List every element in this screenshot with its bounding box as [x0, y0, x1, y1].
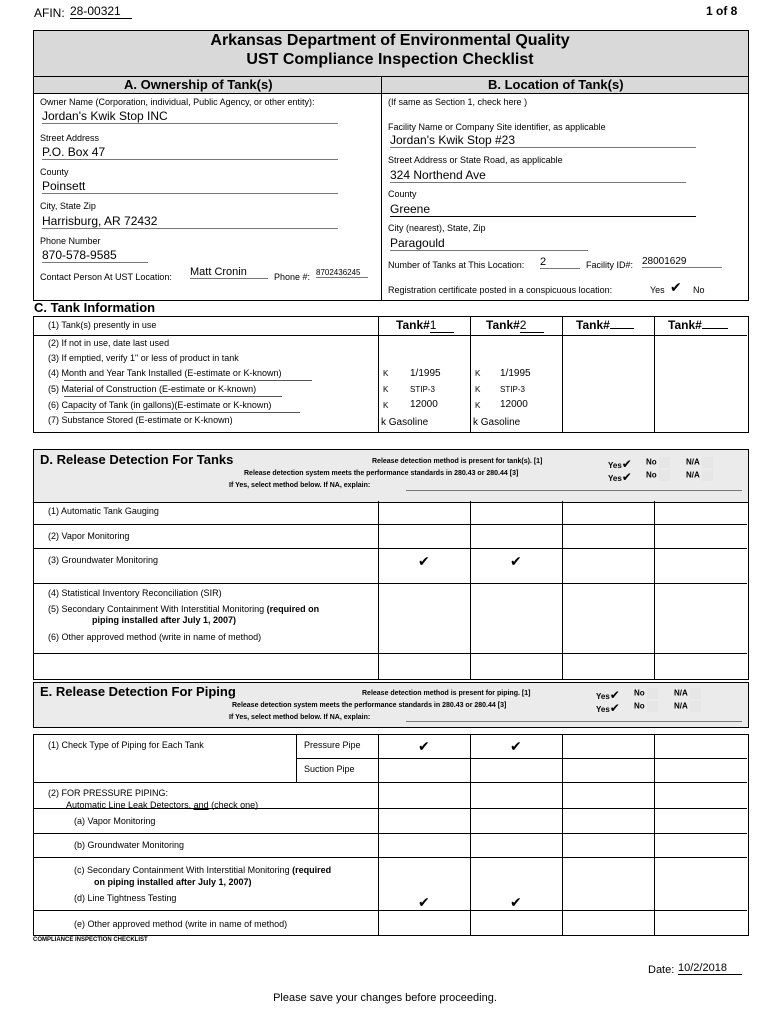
tank-header-1: Tank#1	[396, 318, 454, 333]
t1-capacity-k: K	[383, 401, 389, 410]
d-row-6: (6) Other approved method (write in name of method)	[48, 632, 262, 642]
t2-material[interactable]: STIP-3	[500, 385, 525, 394]
d-present-yes[interactable]: Yes✔	[608, 457, 632, 471]
pressure-pipe-label: Pressure Pipe	[304, 740, 361, 750]
t2-capacity[interactable]: 12000	[500, 399, 528, 410]
d-row-3: (3) Groundwater Monitoring	[48, 555, 159, 565]
d-row-1: (1) Automatic Tank Gauging	[48, 506, 159, 516]
county-field[interactable]: Poinsett	[42, 179, 338, 194]
d-row-5-cont: piping installed after July 1, 2007)	[92, 615, 237, 625]
c-row-4: (4) Month and Year Tank Installed (E-estimate or K-known)	[48, 368, 282, 378]
e-meets-na[interactable]: N/A	[674, 701, 701, 712]
afin-label: AFIN:	[34, 6, 65, 20]
section-b-heading: B. Location of Tank(s)	[488, 77, 624, 92]
d-row-2: (2) Vapor Monitoring	[48, 531, 130, 541]
same-note: (If same as Section 1, check here )	[388, 97, 528, 107]
e-present-yes[interactable]: Yes✔	[596, 688, 620, 702]
e-present-no[interactable]: No	[634, 688, 658, 699]
t2-capacity-k: K	[475, 401, 481, 410]
facility-id-label: Facility ID#:	[586, 260, 634, 270]
e-row-c-cont: on piping installed after July 1, 2007)	[94, 877, 252, 887]
d-present-na[interactable]: N/A	[686, 457, 713, 468]
save-notice: Please save your changes before proceeding.	[273, 992, 497, 1004]
e-pressure-tank2-check[interactable]: ✔	[510, 738, 522, 754]
d-meets-na[interactable]: N/A	[686, 470, 713, 481]
e-table	[33, 734, 749, 936]
c-row-3: (3) If emptied, verify 1" or less of product in tank	[48, 353, 239, 363]
c-row-5: (5) Material of Construction (E-estimate or K-known)	[48, 384, 257, 394]
d-meets-label: Release detection system meets the performance standards in 280.43 or 280.44 [3]	[244, 470, 519, 477]
owner-field[interactable]: Jordan's Kwik Stop INC	[42, 109, 338, 124]
cert-no-label: No	[693, 285, 705, 295]
t1-material[interactable]: STIP-3	[410, 385, 435, 394]
d-meets-yes[interactable]: Yes✔	[608, 470, 632, 484]
b-city-field[interactable]: Paragould	[390, 236, 588, 251]
facility-field[interactable]: Jordan's Kwik Stop #23	[390, 133, 696, 148]
tank-header-2: Tank#2	[486, 318, 544, 333]
date-field[interactable]: 10/2/2018	[678, 962, 742, 975]
d-ifyes-label: If Yes, select method below. If NA, explain:	[229, 482, 371, 489]
d-row3-tank2-check[interactable]: ✔	[510, 553, 522, 569]
contact-label: Contact Person At UST Location:	[40, 272, 172, 282]
e-row-b: (b) Groundwater Monitoring	[74, 840, 185, 850]
c-row-2: (2) If not in use, date last used	[48, 338, 170, 348]
tanks-count-field[interactable]: 2	[540, 256, 580, 269]
d-row3-tank1-check[interactable]: ✔	[418, 553, 430, 569]
city-field[interactable]: Harrisburg, AR 72432	[42, 214, 338, 229]
e-meets-no[interactable]: No	[634, 701, 658, 712]
d-present-no[interactable]: No	[646, 457, 670, 468]
checklist-footer-label: COMPLIANCE INSPECTION CHECKLIST	[33, 937, 148, 943]
e-pressure-tank1-check[interactable]: ✔	[418, 738, 430, 754]
e-meets-yes[interactable]: Yes✔	[596, 701, 620, 715]
b-street-label: Street Address or State Road, as applicable	[388, 155, 563, 165]
city-label: City, State Zip	[40, 201, 96, 211]
e-row-2-cont: Automatic Line Leak Detectors, and (check one)	[66, 800, 259, 810]
b-city-label: City (nearest), State, Zip	[388, 223, 486, 233]
phone-field[interactable]: 870-578-9585	[42, 248, 148, 263]
e-present-label: Release detection method is present for piping. [1]	[362, 690, 531, 697]
t1-capacity[interactable]: 12000	[410, 399, 438, 410]
form-title-line2: UST Compliance Inspection Checklist	[246, 51, 534, 68]
t1-installed[interactable]: 1/1995	[410, 368, 441, 379]
d-row-4: (4) Statistical Inventory Reconciliation (SIR)	[48, 588, 222, 598]
d-row-5: (5) Secondary Containment With Interstitial Monitoring (required on	[48, 604, 320, 614]
contact-field[interactable]: Matt Cronin	[190, 266, 268, 279]
t1-substance[interactable]: k Gasoline	[381, 417, 429, 428]
contact-phone-field[interactable]: 8702436245	[316, 268, 368, 278]
phone-label: Phone Number	[40, 236, 101, 246]
e-row-e: (e) Other approved method (write in name of method)	[74, 919, 288, 929]
page-indicator: 1 of 8	[706, 4, 738, 18]
street-label: Street Address	[40, 133, 100, 143]
suction-pipe-label: Suction Pipe	[304, 764, 355, 774]
e-tightness-tank2-check[interactable]: ✔	[510, 894, 522, 910]
c-row-7: (7) Substance Stored (E-estimate or K-known)	[48, 415, 233, 425]
e-present-na[interactable]: N/A	[674, 688, 701, 699]
date-label: Date:	[648, 964, 675, 976]
facility-label: Facility Name or Company Site identifier, as applicable	[388, 122, 606, 132]
b-street-field[interactable]: 324 Northend Ave	[390, 168, 686, 183]
e-row-2: (2) FOR PRESSURE PIPING:	[48, 788, 169, 798]
c-row-6: (6) Capacity of Tank (in gallons)(E-estimate or K-known)	[48, 400, 272, 410]
cert-yes-label: Yes	[650, 285, 665, 295]
owner-label: Owner Name (Corporation, individual, Public Agency, or other entity):	[40, 97, 315, 107]
facility-id-field[interactable]: 28001629	[642, 256, 722, 268]
afin-field[interactable]: 28-00321	[70, 4, 132, 19]
tank-header-3: Tank#	[576, 318, 634, 332]
e-tightness-tank1-check[interactable]: ✔	[418, 894, 430, 910]
t2-installed-k: K	[475, 369, 481, 378]
section-c-heading: C. Tank Information	[34, 300, 156, 315]
e-row-c: (c) Secondary Containment With Interstitial Monitoring (required	[74, 865, 332, 875]
d-meets-no[interactable]: No	[646, 470, 670, 481]
contact-phone-label: Phone #:	[274, 272, 311, 282]
county-label: County	[40, 167, 69, 177]
t2-installed[interactable]: 1/1995	[500, 368, 531, 379]
t2-substance[interactable]: k Gasoline	[473, 417, 521, 428]
section-d-heading: D. Release Detection For Tanks	[40, 452, 234, 467]
street-field[interactable]: P.O. Box 47	[42, 145, 338, 160]
e-row-d: (d) Line Tightness Testing	[74, 893, 177, 903]
section-a-heading: A. Ownership of Tank(s)	[124, 77, 273, 92]
cert-label: Registration certificate posted in a conspicuous location:	[388, 285, 613, 295]
cert-yes-check[interactable]: ✔	[670, 279, 682, 295]
e-row-a: (a) Vapor Monitoring	[74, 816, 156, 826]
t1-installed-k: K	[383, 369, 389, 378]
b-county-field[interactable]: Greene	[390, 202, 696, 217]
t2-material-k: K	[475, 385, 481, 394]
tanks-count-label: Number of Tanks at This Location:	[388, 260, 525, 270]
form-title-line1: Arkansas Department of Environmental Quality	[210, 32, 570, 49]
d-present-label: Release detection method is present for tank(s). [1]	[372, 458, 543, 465]
e-ifyes-label: If Yes, select method below. If NA, explain:	[229, 714, 371, 721]
tank-header-4: Tank#	[668, 318, 728, 332]
e-meets-label: Release detection system meets the performance standards in 280.43 or 280.44 [3]	[232, 702, 507, 709]
e-row-1: (1) Check Type of Piping for Each Tank	[48, 740, 204, 750]
c-row-1: (1) Tank(s) presently in use	[48, 320, 157, 330]
section-e-heading: E. Release Detection For Piping	[40, 684, 236, 699]
b-county-label: County	[388, 189, 417, 199]
t1-material-k: K	[383, 385, 389, 394]
